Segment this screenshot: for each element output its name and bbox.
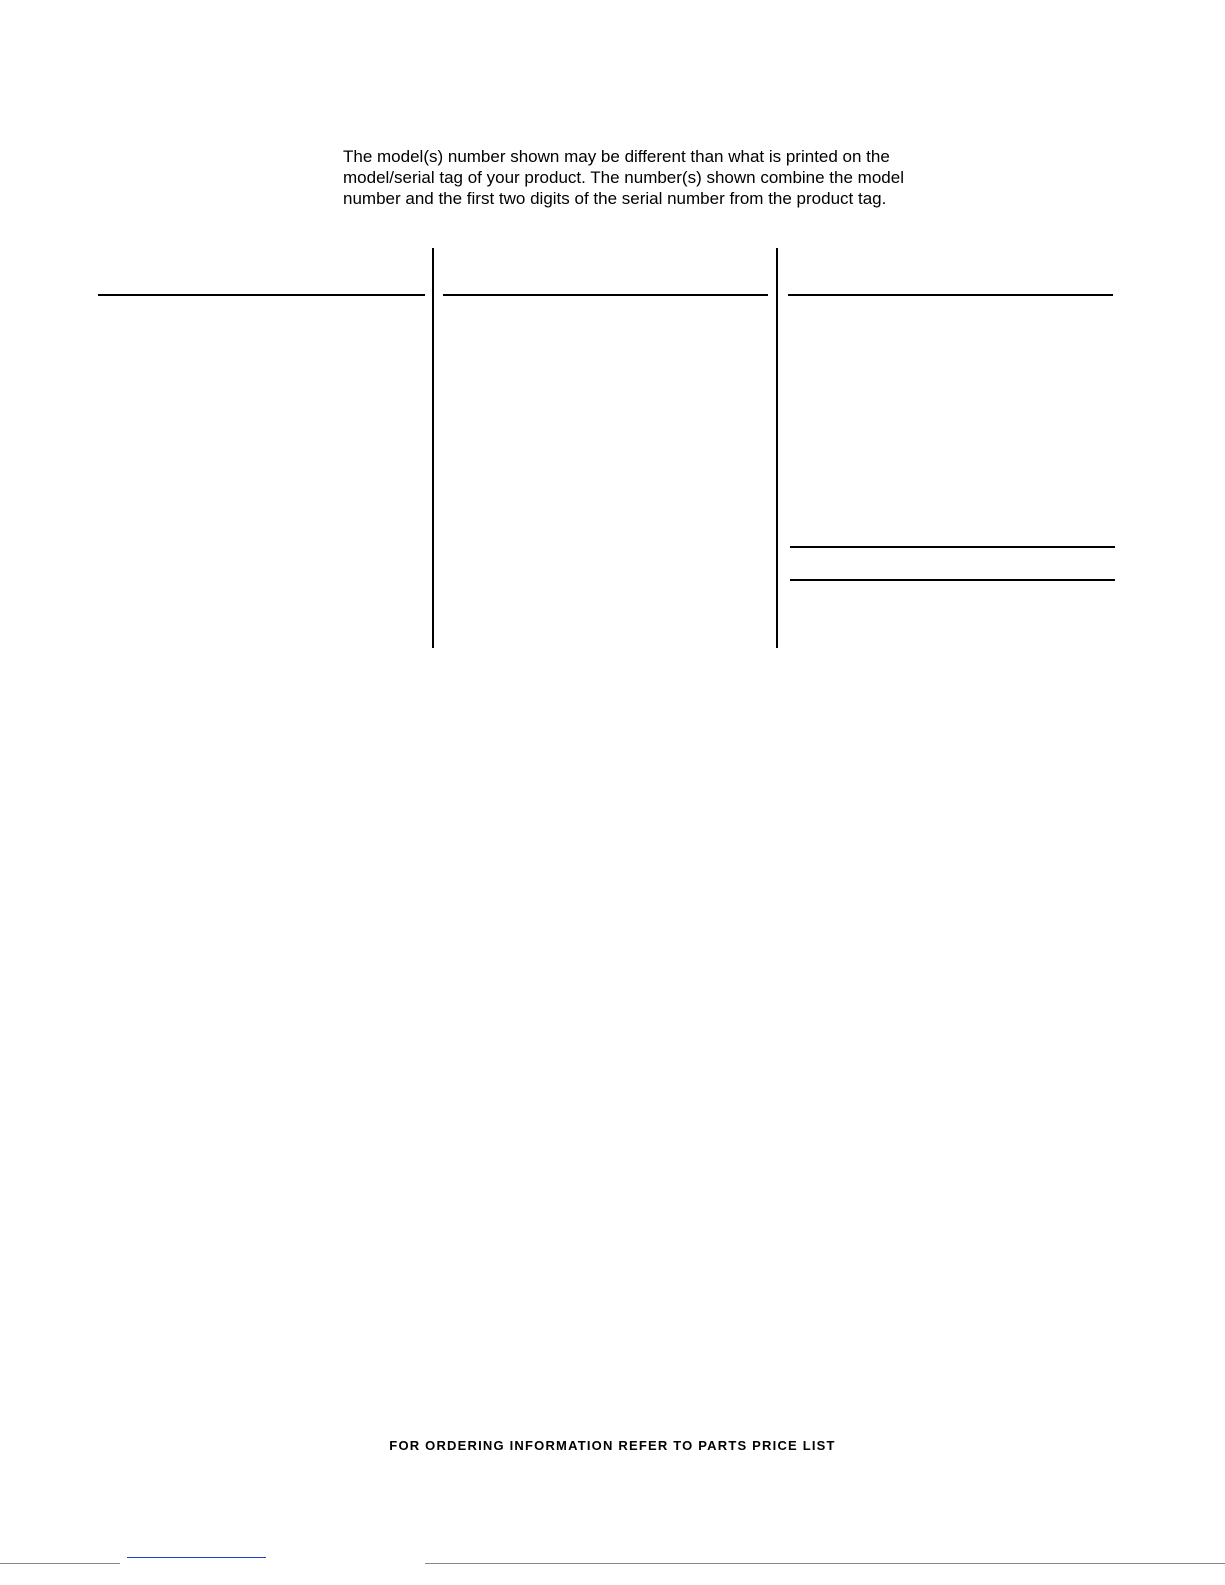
column-3-rule-lower-b <box>790 579 1115 581</box>
notice-line: The model(s) number shown may be different than what is printed on the <box>343 147 890 166</box>
ordering-information-footer: FOR ORDERING INFORMATION REFER TO PARTS PRICE LIST <box>389 1438 836 1453</box>
notice-line: number and the first two digits of the serial number from the product tag. <box>343 189 887 208</box>
model-number-notice <box>343 146 983 209</box>
column-1-header-rule <box>98 294 425 296</box>
column-divider-left <box>432 248 434 648</box>
scan-artifact-link-line <box>127 1557 266 1558</box>
column-2-header-rule <box>443 294 768 296</box>
scan-artifact-line <box>425 1563 1225 1564</box>
column-3-header-rule <box>788 294 1113 296</box>
notice-line: model/serial tag of your product. The number(s) shown combine the model <box>343 168 904 187</box>
column-divider-right <box>776 248 778 648</box>
scan-artifact-line <box>0 1563 120 1564</box>
column-3-rule-lower-a <box>790 546 1115 548</box>
